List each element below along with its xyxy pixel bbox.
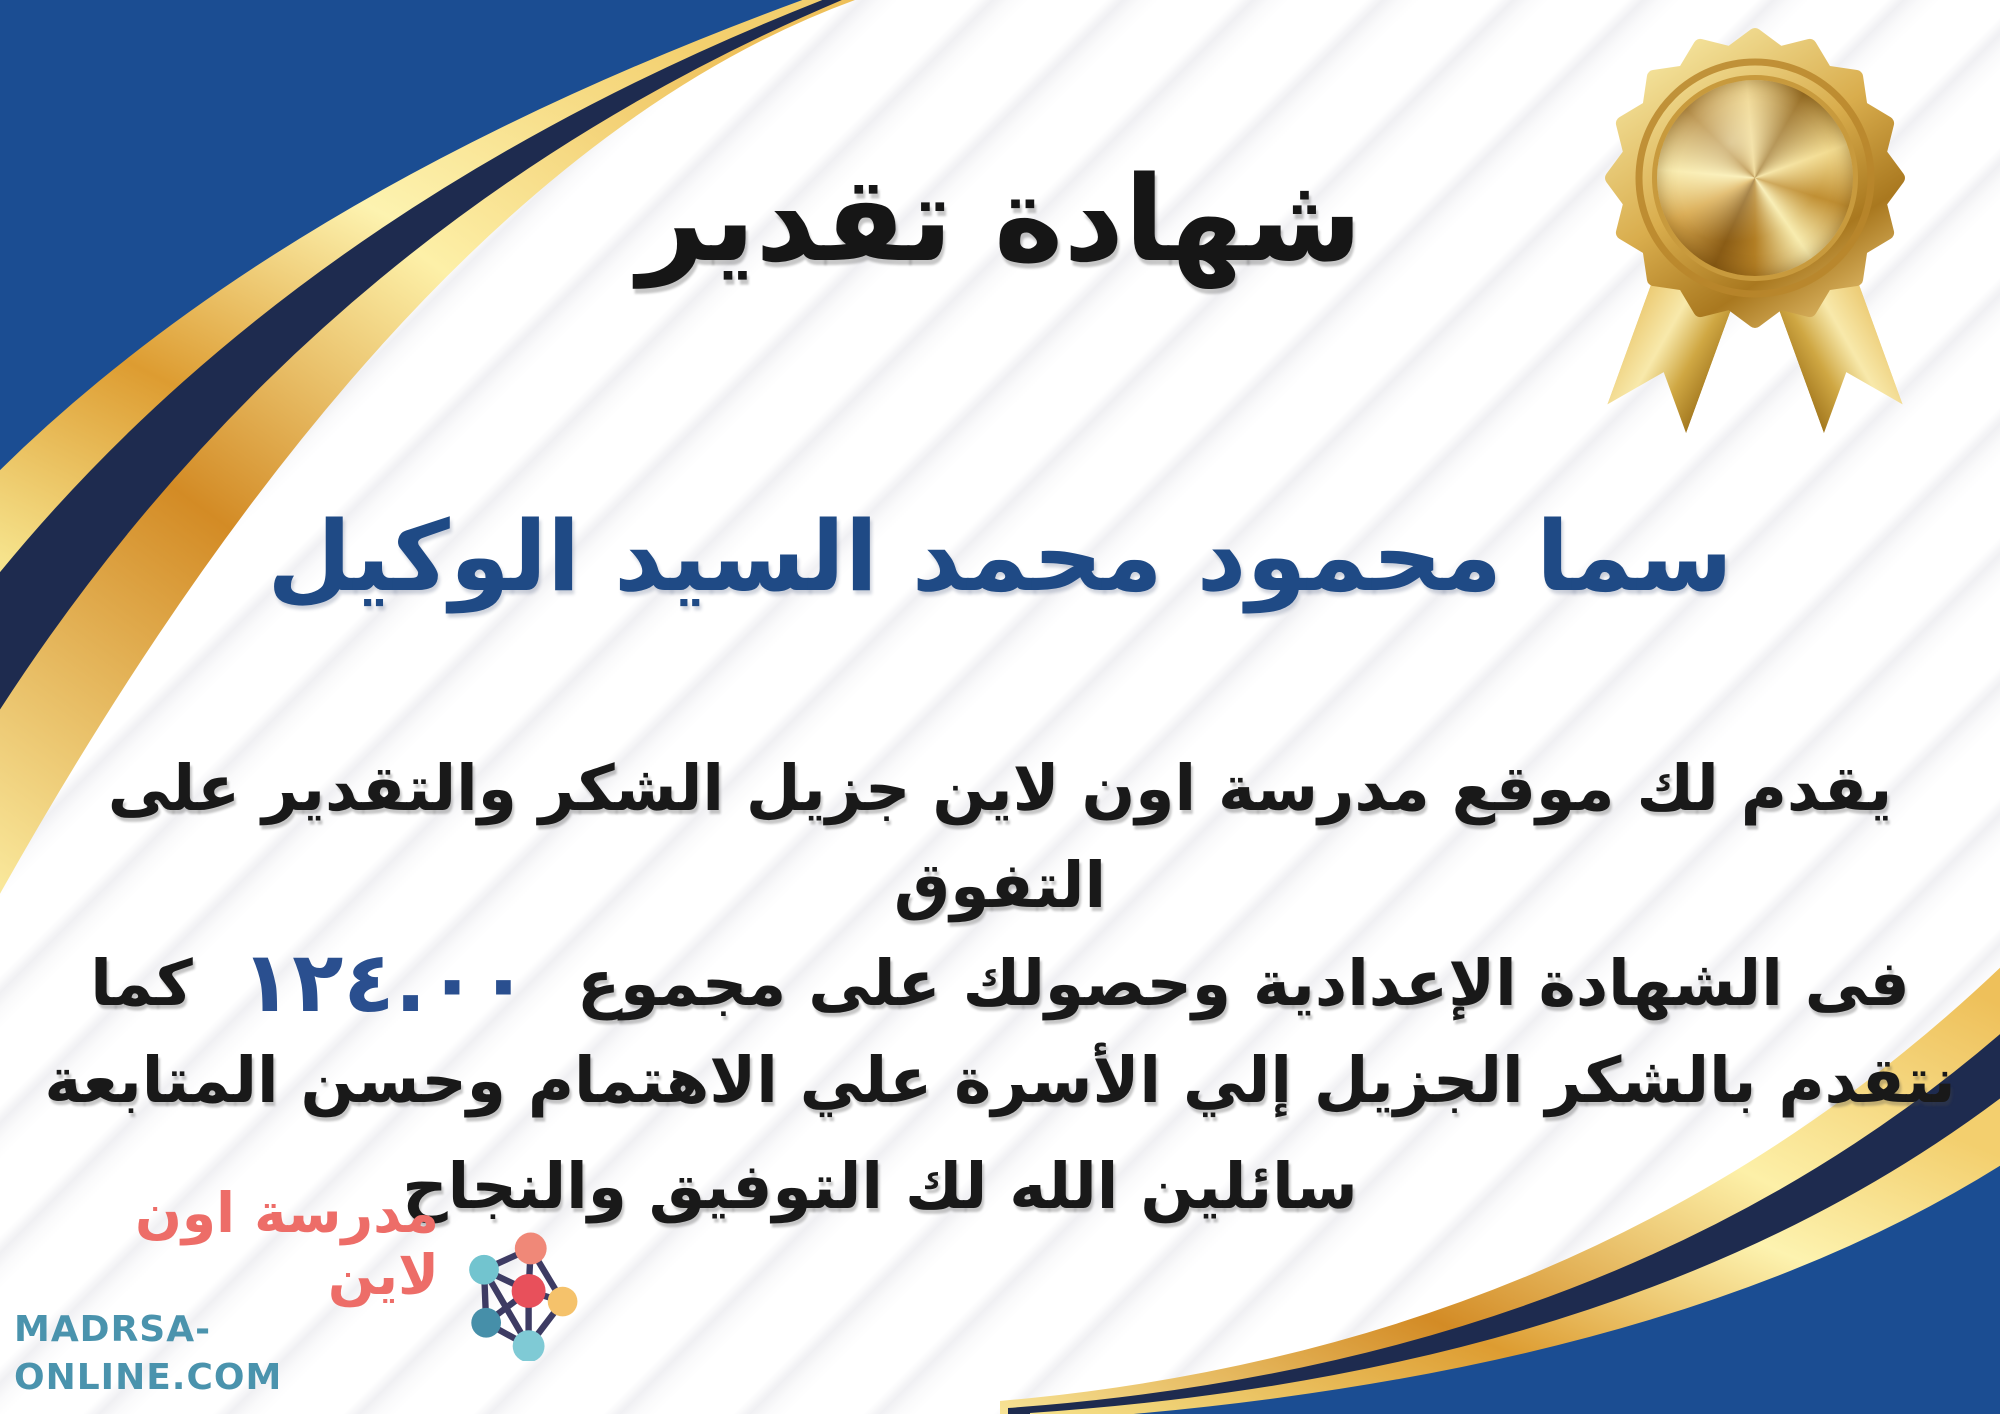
body-line-1: يقدم لك موقع مدرسة اون لاين جزيل الشكر والتقدير على التفوق <box>107 752 1893 922</box>
certificate-body <box>0 740 2000 1129</box>
site-logo <box>14 1182 587 1402</box>
recipient-name: سما محمود محمد السيد الوكيل <box>267 500 1733 613</box>
score-value: ١٢٤.٠٠ <box>240 933 530 1031</box>
logo-domain-name: MADRSA-ONLINE.COM <box>14 1309 283 1398</box>
medal-disc <box>1652 75 1858 281</box>
body-line-2-after: كما <box>90 947 193 1020</box>
network-graph-icon <box>449 1223 587 1361</box>
certificate-title: شهادة تقدير <box>637 150 1363 288</box>
body-line-2-before: فى الشهادة الإعدادية وحصولك على مجموع <box>577 947 1910 1020</box>
body-line-3: نتقدم بالشكر الجزيل إلي الأسرة علي الاهتمام وحسن المتابعة <box>44 1044 1956 1117</box>
logo-arabic-name: مدرسة اون لاين <box>134 1181 439 1307</box>
closing-line: سائلين الله لك التوفيق والنجاح <box>402 1150 1358 1223</box>
logo-text-block <box>14 1182 439 1402</box>
gold-medal-icon <box>1605 28 1905 433</box>
body-line-2 <box>0 934 2000 1032</box>
